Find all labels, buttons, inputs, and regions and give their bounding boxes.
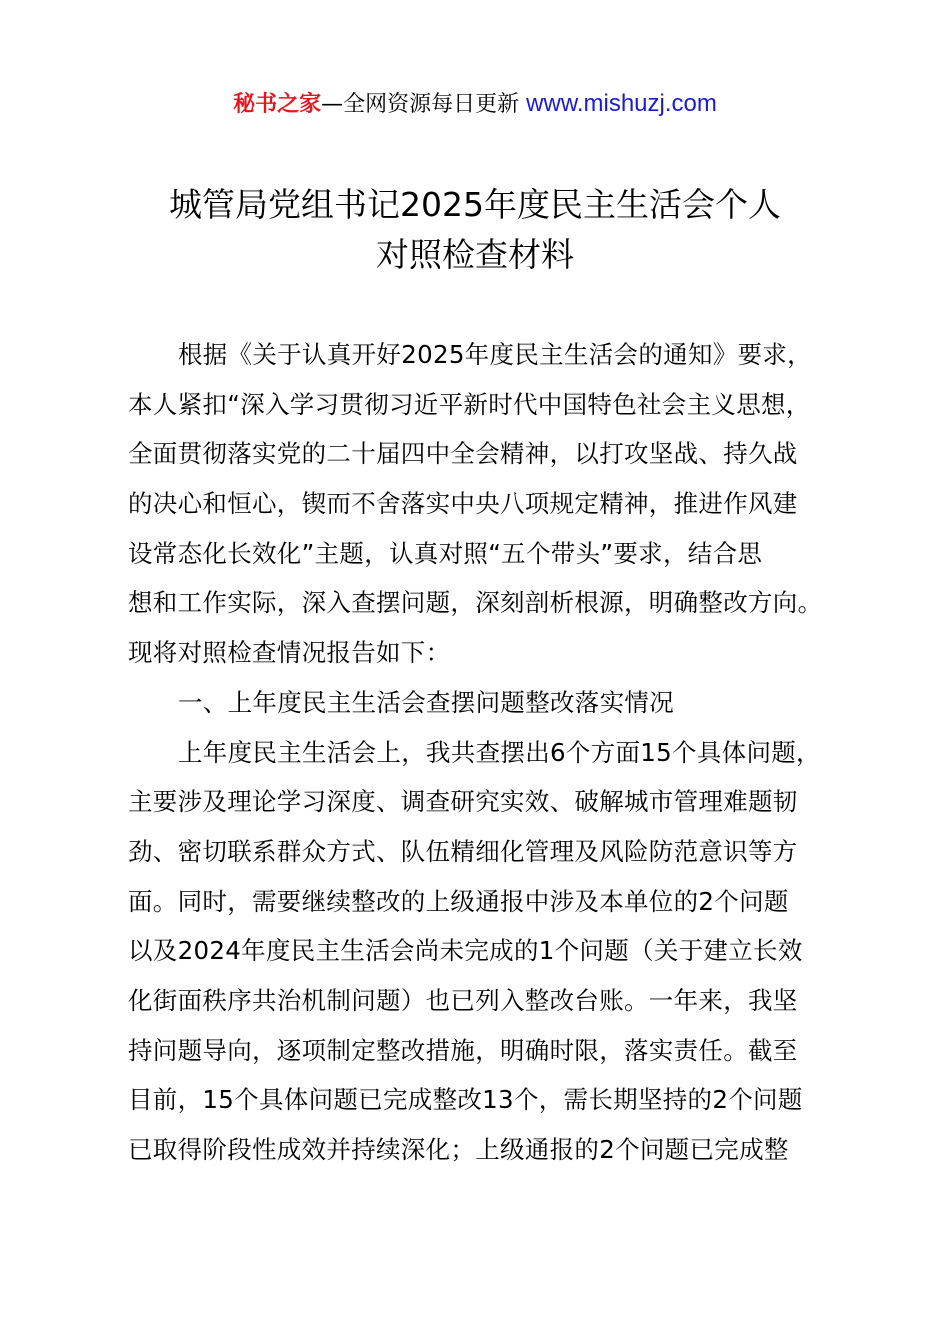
paragraph-line: 化街面秩序共治机制问题）也已列入整改台账。一年来，我坚 bbox=[128, 985, 798, 1015]
paragraph-line: 的决心和恒心，锲而不舍落实中央八项规定精神，推进作风建 bbox=[128, 489, 798, 519]
paragraph-line: 根据《关于认真开好2025年度民主生活会的通知》要求， bbox=[178, 340, 812, 369]
section-heading: 一、上年度民主生活会查摆问题整改落实情况 bbox=[178, 687, 674, 717]
brand-name: 秘书之家 bbox=[233, 92, 322, 117]
paragraph-line: 设常态化长效化”主题，认真对照“五个带头”要求，结合思 bbox=[128, 538, 763, 568]
title-line: 城管局党组书记2025年度民主生活会个人 bbox=[169, 185, 781, 224]
paragraph-line: 想和工作实际，深入查摆问题，深刻剖析根源，明确整改方向。 bbox=[128, 588, 823, 618]
paragraph-line: 现将对照检查情况报告如下： bbox=[128, 638, 451, 668]
paragraph-line: 持问题导向，逐项制定整改措施，明确时限，落实责任。截至 bbox=[128, 1035, 798, 1065]
paragraph-line: 劲、密切联系群众方式、队伍精细化管理及风险防范意识等方 bbox=[128, 836, 798, 866]
document-body bbox=[128, 330, 868, 1175]
banner-tagline: —全网资源每日更新 bbox=[321, 92, 520, 117]
title-line: 对照检查材料 bbox=[376, 235, 574, 274]
paragraph-line: 以及2024年度民主生活会尚未完成的1个问题（关于建立长效 bbox=[128, 936, 803, 966]
paragraph-line: 主要涉及理论学习深度、调查研究实效、破解城市管理难题韧 bbox=[128, 787, 798, 817]
paragraph-line: 面。同时，需要继续整改的上级通报中涉及本单位的2个问题 bbox=[128, 886, 789, 916]
paragraph-line: 目前，15个具体问题已完成整改13个，需长期坚持的2个问题 bbox=[128, 1085, 803, 1115]
document-title bbox=[0, 180, 950, 280]
paragraph-line: 上年度民主生活会上，我共查摆出6个方面15个具体问题， bbox=[178, 737, 821, 767]
site-url-link[interactable]: www.mishuzj.com bbox=[526, 90, 717, 117]
paragraph-line: 全面贯彻落实党的二十届四中全会精神，以打攻坚战、持久战 bbox=[128, 439, 798, 469]
paragraph-line: 已取得阶段性成效并持续深化；上级通报的2个问题已完成整 bbox=[128, 1135, 789, 1164]
site-banner bbox=[0, 88, 950, 121]
paragraph-line: 本人紧扣“深入学习贯彻习近平新时代中国特色社会主义思想， bbox=[128, 389, 811, 419]
